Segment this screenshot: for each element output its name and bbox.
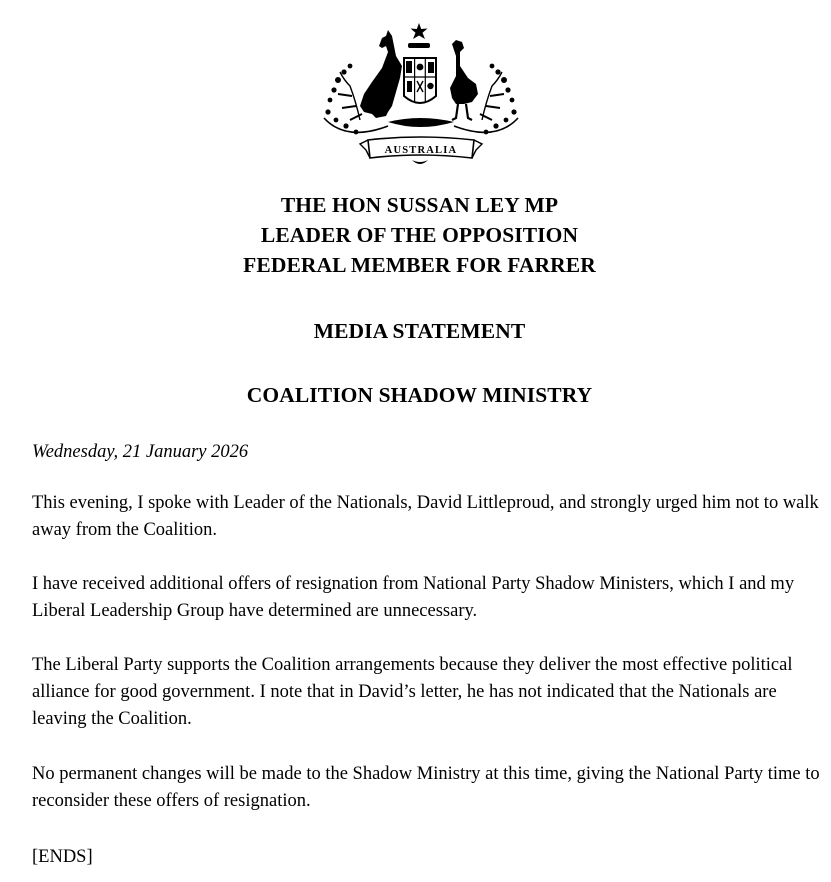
ends-marker: [ENDS] bbox=[32, 847, 93, 867]
document-type-heading: MEDIA STATEMENT bbox=[313, 319, 526, 343]
motto-scroll bbox=[360, 137, 482, 158]
shield-icon bbox=[404, 58, 436, 103]
body-paragraph-1: This evening, I spoke with Leader of the Nationals, David Littleproud, and strongly urged him not to walk away from the Coalition. bbox=[32, 493, 819, 540]
emu-icon bbox=[450, 40, 478, 104]
statement-date: Wednesday, 21 January 2026 bbox=[32, 442, 249, 462]
body-paragraph-2: I have received additional offers of resignation from National Party Shadow Ministers, which I and my Liberal Leadership Group have determined are unnecessary. bbox=[32, 574, 795, 621]
body-paragraph-4: No permanent changes will be made to the Shadow Ministry at this time, giving the National Party time to reconsider these offers of resignation. bbox=[32, 764, 820, 811]
member-seat: FEDERAL MEMBER FOR FARRER bbox=[243, 253, 596, 277]
motto-scroll-text: AUSTRALIA bbox=[384, 145, 458, 156]
kangaroo-icon bbox=[360, 30, 402, 118]
statement-subject-heading: COALITION SHADOW MINISTRY bbox=[246, 383, 593, 407]
australian-coat-of-arms bbox=[316, 22, 526, 168]
member-title: LEADER OF THE OPPOSITION bbox=[260, 223, 579, 247]
member-name: THE HON SUSSAN LEY MP bbox=[280, 193, 559, 217]
body-paragraph-3: The Liberal Party supports the Coalition arrangements because they deliver the most effective political alliance for good government. I note that in David’s letter, he has not indicated that the Nationals are leaving the Coalition. bbox=[32, 655, 793, 729]
commonwealth-star-icon bbox=[411, 23, 428, 39]
